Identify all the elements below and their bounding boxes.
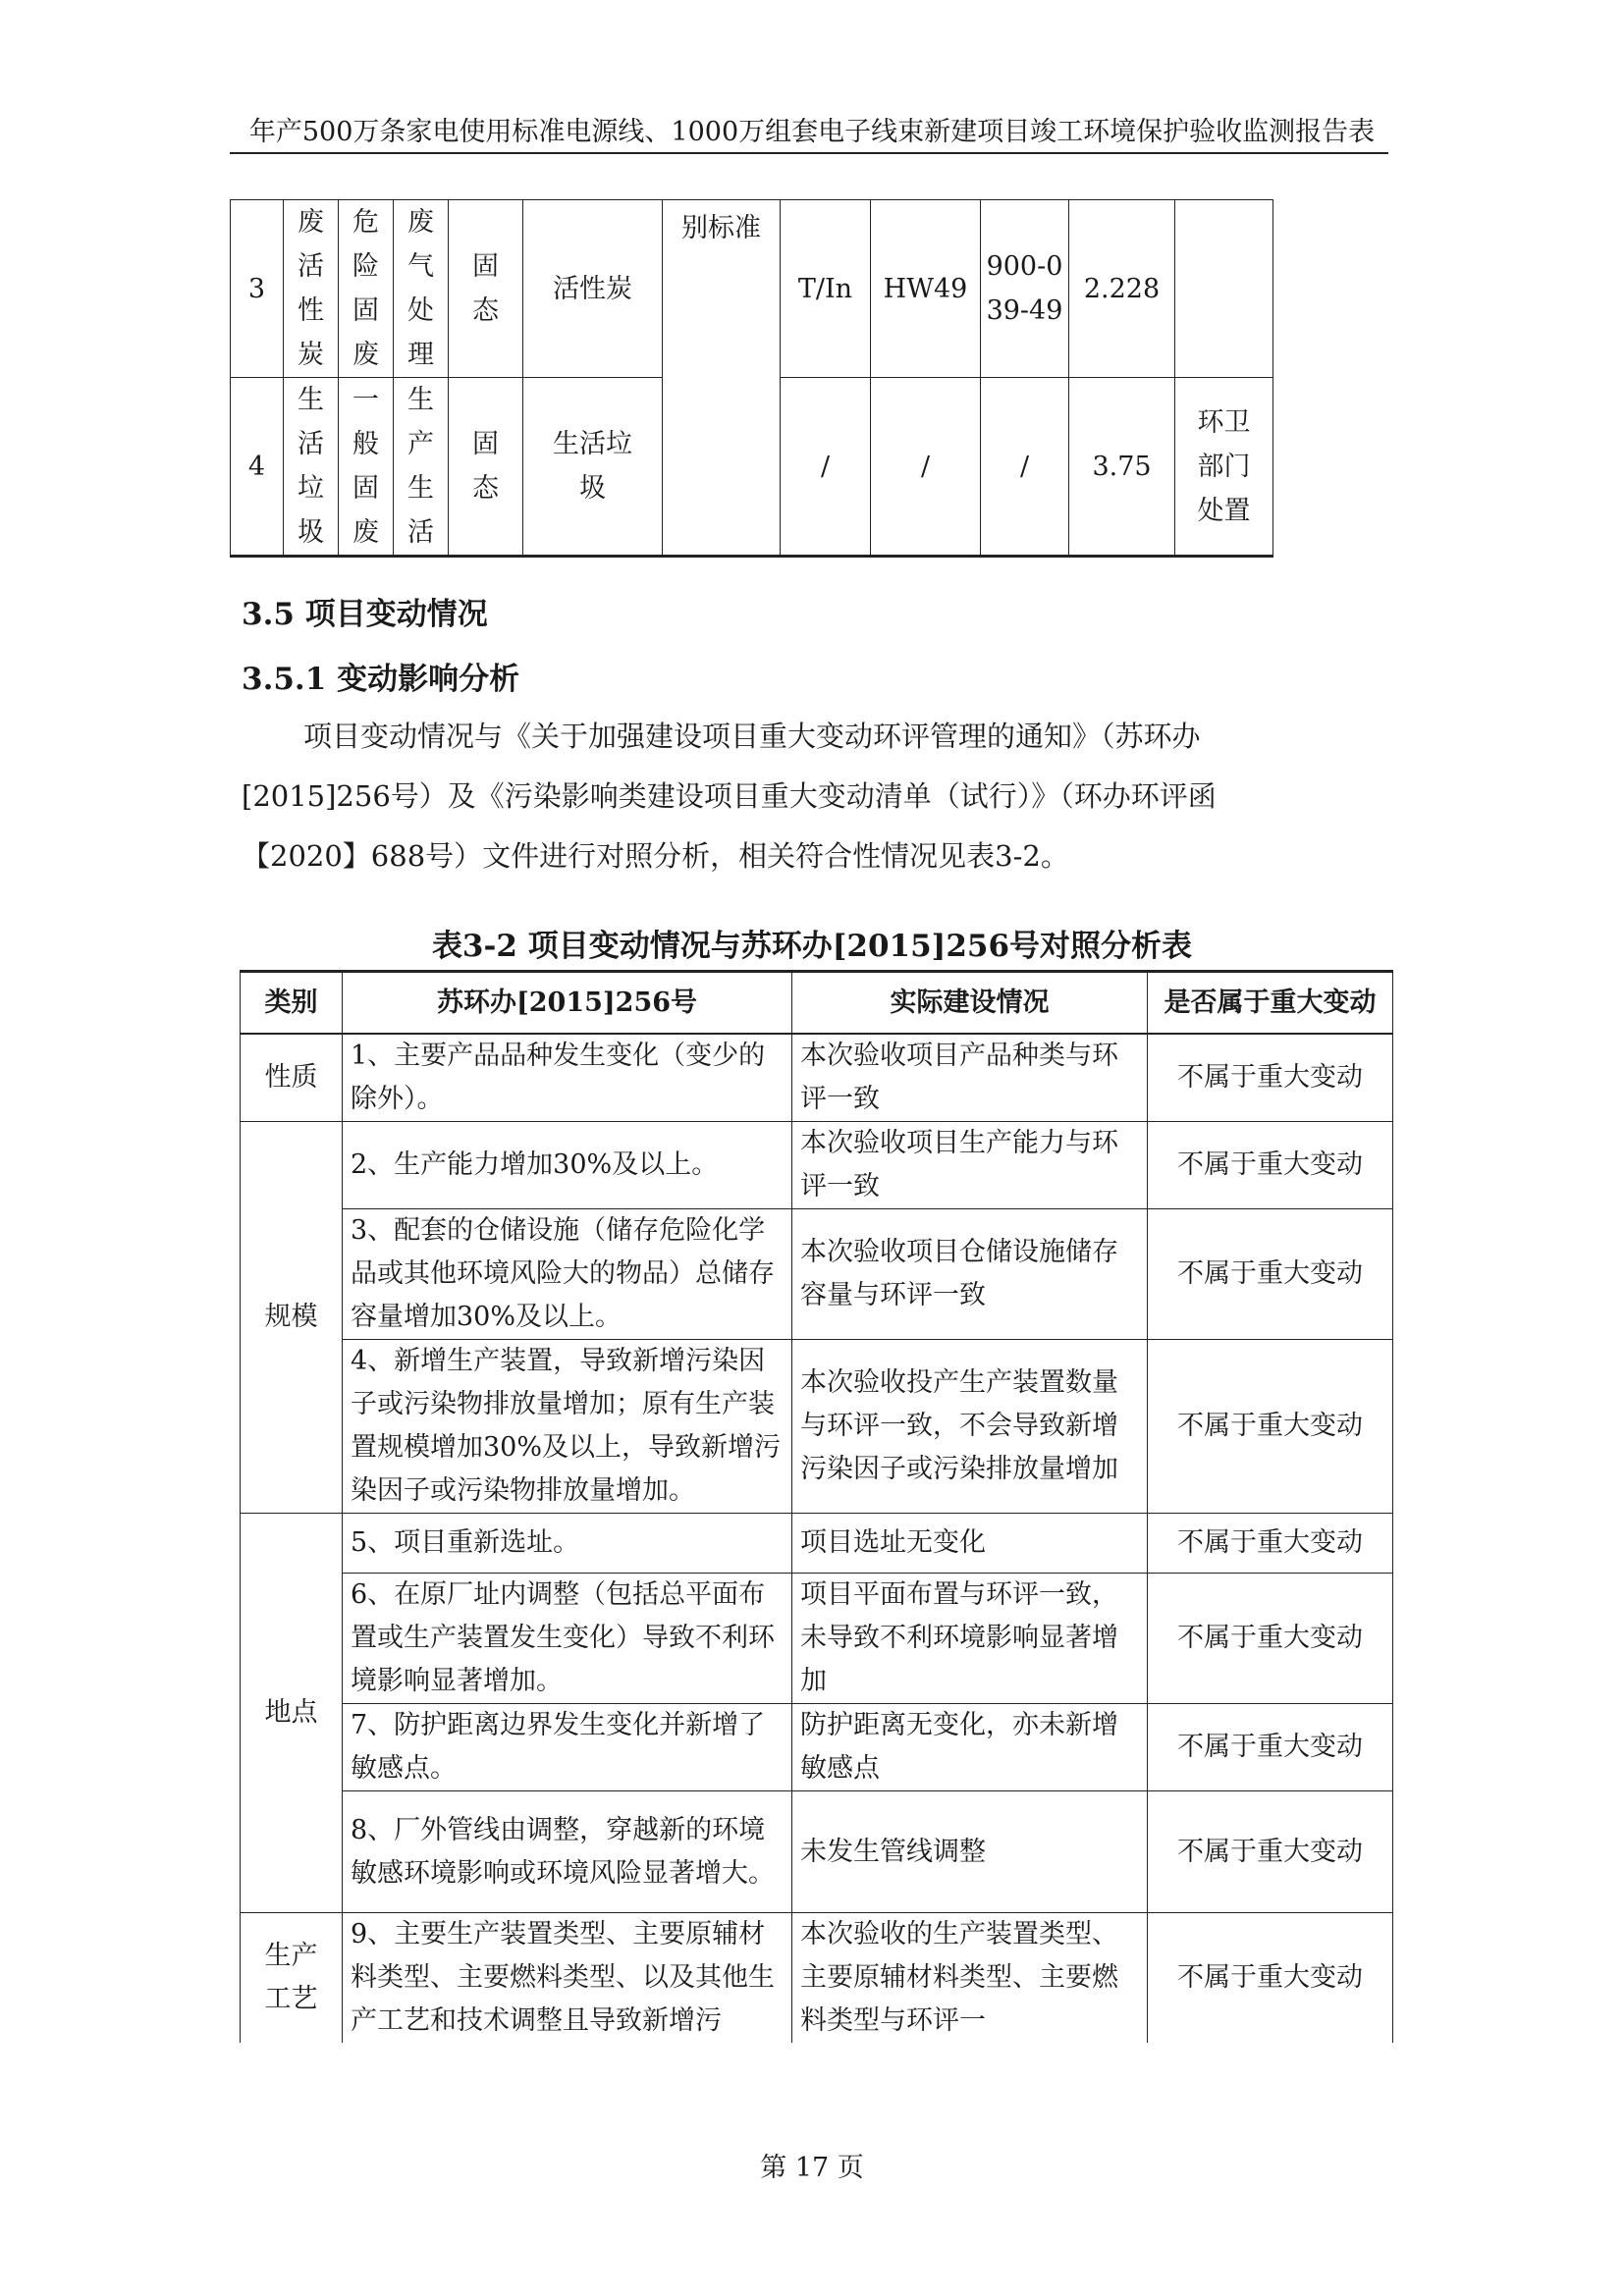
cell-line: 一 xyxy=(352,385,379,415)
page-number: 第 17 页 xyxy=(760,2153,864,2183)
requirement-cell xyxy=(343,1791,792,1913)
requirement-cell xyxy=(343,1514,792,1574)
waste-name xyxy=(284,378,339,557)
analysis-paragraph xyxy=(242,707,1380,886)
paragraph-line: 项目变动情况与《关于加强建设项目重大变动环评管理的通知》（苏环办 xyxy=(303,720,1201,753)
table-row xyxy=(241,1034,1393,1122)
paragraph-line: 【2020】688号）文件进行对照分析，相关符合性情况见表3-2。 xyxy=(242,839,1069,873)
main-component xyxy=(523,378,663,557)
disposal-method xyxy=(1175,200,1273,378)
cell-line: 2、生产能力增加30%及以上。 xyxy=(351,1149,719,1180)
requirement-cell xyxy=(343,1209,792,1340)
cell-line: 4、新增生产装置，导致新增污染因 xyxy=(351,1346,766,1376)
cell-line: 生产 xyxy=(264,1941,318,1971)
cell-line: 处 xyxy=(407,295,434,326)
cell-line: 5、项目重新选址。 xyxy=(351,1527,580,1558)
result-cell: 不属于重大变动 xyxy=(1148,1122,1393,1209)
cell-line: 地点 xyxy=(264,1697,318,1728)
cell-line: 置或生产装置发生变化）导致不利 xyxy=(351,1623,748,1653)
cell-line: 900-0 xyxy=(986,251,1063,282)
waste-type xyxy=(339,378,394,557)
actual-cell xyxy=(792,1340,1148,1514)
requirement-cell xyxy=(343,1034,792,1122)
cell-line: 防护距离无变化，亦未新 xyxy=(800,1710,1092,1740)
cell-line: 料类型、主要燃料类型、以及其他 xyxy=(351,1962,748,1993)
cell-line: 存容量增加30%及以上。 xyxy=(351,1258,775,1332)
cell-line: 固 xyxy=(472,429,499,459)
result-cell: 不属于重大变动 xyxy=(1148,1704,1393,1791)
cell-line: 子或污染物排放量增加；原有生产 xyxy=(351,1389,748,1419)
category-cell xyxy=(241,1034,343,1122)
cell-line: 废 xyxy=(298,207,324,238)
cell-line: 生 xyxy=(298,385,324,415)
cell-line: 增污染因子或污染物排放量增加。 xyxy=(351,1432,782,1506)
cell-line: 态 xyxy=(472,473,499,504)
cell-line: 6、在原厂址内调整（包括总平面布 xyxy=(351,1579,766,1610)
column-header: 类别 xyxy=(241,972,343,1035)
waste-source xyxy=(394,378,449,557)
cell-line: 危 xyxy=(352,207,379,238)
cell-line: 生活垃 xyxy=(553,429,632,459)
cell-line: 圾 xyxy=(298,517,324,548)
cell-line: 除外）。 xyxy=(351,1084,444,1114)
column-header: 苏环办[2015]256号 xyxy=(343,972,792,1035)
actual-cell xyxy=(792,1514,1148,1574)
cell-line: 固 xyxy=(472,251,499,282)
table-row xyxy=(241,1704,1393,1791)
cell-line: 量与环评一致，不会导致 xyxy=(800,1367,1118,1441)
cell-line: 活 xyxy=(298,251,324,282)
cell-line: 环评一致 xyxy=(800,1041,1118,1114)
cell-line: 理 xyxy=(407,340,434,370)
result-cell: 不属于重大变动 xyxy=(1148,1034,1393,1122)
cell-line: 本次验收项目产品种类与 xyxy=(800,1041,1092,1071)
cell-line: 8、厂外管线由调整，穿越新的环境 xyxy=(351,1814,766,1845)
cell-line: 环境影响显著增加。 xyxy=(351,1623,775,1696)
cell-line: 气 xyxy=(407,251,434,282)
cell-line: 规模 xyxy=(264,1302,318,1332)
cell-line: 环评一致 xyxy=(800,1128,1118,1201)
cell-line: 增敏感点 xyxy=(800,1710,1118,1784)
cell-line: 生 xyxy=(407,385,434,415)
change-table xyxy=(240,970,1393,2043)
cell-line: 炭 xyxy=(298,340,324,370)
cell-line: 部门 xyxy=(1197,451,1251,482)
cell-line: 项目平面布置与环评一 xyxy=(800,1579,1065,1610)
actual-cell xyxy=(792,1913,1148,2044)
cell-line: 1、主要产品品种发生变化（变少的 xyxy=(351,1041,766,1071)
category-cell xyxy=(241,1913,343,2044)
waste-name xyxy=(284,200,339,378)
result-cell: 不属于重大变动 xyxy=(1148,1340,1393,1514)
waste-form xyxy=(449,200,523,378)
cell-line: 废 xyxy=(352,517,379,548)
actual-cell xyxy=(792,1034,1148,1122)
cell-line: 品或其他环境风险大的物品）总储 xyxy=(351,1258,748,1289)
cell-line: 产 xyxy=(407,429,434,459)
table-row xyxy=(241,1514,1393,1574)
actual-cell xyxy=(792,1209,1148,1340)
cell-line: 环卫 xyxy=(1197,406,1251,438)
header-rule xyxy=(230,152,1388,154)
actual-cell xyxy=(792,1704,1148,1791)
waste-type xyxy=(339,200,394,378)
column-header: 是否属于重大变动 xyxy=(1148,972,1393,1035)
category-cell xyxy=(241,1514,343,1913)
table-row xyxy=(241,1122,1393,1209)
cell-line: 本次验收的生产装置类 xyxy=(800,1919,1065,1949)
cell-line: 性 xyxy=(298,295,324,326)
cell-line: 存容量与环评一致 xyxy=(800,1237,1118,1310)
cell-line: 大。 xyxy=(722,1857,775,1889)
standard-cell: 别标准 xyxy=(663,200,781,557)
cell-line: 性质 xyxy=(264,1062,318,1093)
waste-amount: 3.75 xyxy=(1069,378,1175,557)
actual-cell xyxy=(792,1122,1148,1209)
waste-category: HW49 xyxy=(871,200,981,378)
disposal-method xyxy=(1175,378,1273,557)
cell-line: 未发生管线调整 xyxy=(800,1836,986,1867)
waste-source xyxy=(394,200,449,378)
requirement-cell xyxy=(343,1913,792,2044)
requirement-cell xyxy=(343,1340,792,1514)
cell-line: 圾 xyxy=(579,473,606,504)
cell-line: 活 xyxy=(298,429,324,459)
table-row xyxy=(241,1791,1393,1913)
table-caption: 表3-2 项目变动情况与苏环办[2015]256号对照分析表 xyxy=(431,929,1193,964)
row-number: 4 xyxy=(231,378,284,557)
table-row xyxy=(241,1574,1393,1704)
cell-line: 般 xyxy=(352,429,379,459)
requirement-cell xyxy=(343,1574,792,1704)
column-header: 实际建设情况 xyxy=(792,972,1148,1035)
table-row xyxy=(241,1209,1393,1340)
result-cell: 不属于重大变动 xyxy=(1148,1574,1393,1704)
cell-line: 生产工艺和技术调整且导致新增污 xyxy=(351,1962,775,2036)
cell-line: 敏感点。 xyxy=(351,1753,457,1784)
requirement-cell xyxy=(343,1122,792,1209)
waste-code xyxy=(981,378,1069,557)
cell-line: 本次验收项目仓储设施储 xyxy=(800,1237,1092,1267)
cell-line: 工艺 xyxy=(264,1984,318,2014)
hazard-character: T/In xyxy=(781,200,871,378)
result-cell: 不属于重大变动 xyxy=(1148,1791,1393,1913)
cell-line: 7、防护距离边界发生变化并新增了 xyxy=(351,1710,766,1740)
result-cell: 不属于重大变动 xyxy=(1148,1913,1393,2044)
page-header: 年产500万条家电使用标准电源线、1000万组套电子线束新建项目竣工环境保护验收监测报告表 xyxy=(248,117,1376,147)
cell-line: 态 xyxy=(472,295,499,326)
table-header-row xyxy=(241,972,1393,1035)
cell-line: 本次验收项目生产能力与 xyxy=(800,1128,1092,1158)
cell-line: 项目选址无变化 xyxy=(800,1527,986,1558)
cell-line: 9、主要生产装置类型、主要原辅材 xyxy=(351,1919,766,1949)
waste-amount: 2.228 xyxy=(1069,200,1175,378)
cell-line: 本次验收投产生产装置数 xyxy=(800,1367,1092,1398)
table-row xyxy=(231,200,1273,378)
category-cell xyxy=(241,1122,343,1514)
cell-line: 垃 xyxy=(298,473,324,504)
actual-cell xyxy=(792,1574,1148,1704)
waste-form xyxy=(449,378,523,557)
table-row xyxy=(241,1913,1393,2044)
actual-cell xyxy=(792,1791,1148,1913)
cell-line: 固 xyxy=(352,473,379,504)
cell-line: 装置规模增加30%及以上，导致新 xyxy=(351,1389,775,1463)
waste-category: / xyxy=(871,378,981,557)
row-number: 3 xyxy=(231,200,284,378)
paragraph-line: [2015]256号）及《污染影响类建设项目重大变动清单（试行）》（环办环评函 xyxy=(242,779,1217,813)
cell-line: 活 xyxy=(407,517,434,548)
cell-line: 显著增加 xyxy=(800,1623,1118,1696)
cell-line: 废 xyxy=(407,207,434,238)
cell-line: 39-49 xyxy=(986,295,1063,326)
cell-line: 险 xyxy=(352,251,379,282)
hazard-character: / xyxy=(781,378,871,557)
cell-line: 处置 xyxy=(1197,495,1251,526)
cell-line: 量增加 xyxy=(1039,1454,1118,1484)
waste-code xyxy=(981,200,1069,378)
cell-line: 型、主要原辅材料类型、 xyxy=(800,1919,1118,1993)
cell-line: 固 xyxy=(352,295,379,326)
result-cell: 不属于重大变动 xyxy=(1148,1209,1393,1340)
subsection-heading: 3.5.1 变动影响分析 xyxy=(242,662,520,697)
main-component: 活性炭 xyxy=(523,200,663,378)
cell-line: 生 xyxy=(407,473,434,504)
cell-line: 3、配套的仓储设施（储存危险化学 xyxy=(351,1215,766,1246)
cell-line: 废 xyxy=(352,340,379,370)
cell-line: 敏感环境影响或环境风险显著增 xyxy=(351,1857,722,1889)
cell-line: 致，未导致不利环境影响 xyxy=(800,1579,1118,1653)
cell-line: / xyxy=(1019,451,1030,482)
cell-line: 新增污染因子或污染排放 xyxy=(800,1411,1118,1484)
table-row xyxy=(241,1340,1393,1514)
requirement-cell xyxy=(343,1704,792,1791)
section-heading: 3.5 项目变动情况 xyxy=(242,597,488,632)
cell-line: 主要燃料类型与环评一 xyxy=(800,1962,1118,2036)
result-cell: 不属于重大变动 xyxy=(1148,1514,1393,1574)
waste-table xyxy=(230,199,1273,558)
